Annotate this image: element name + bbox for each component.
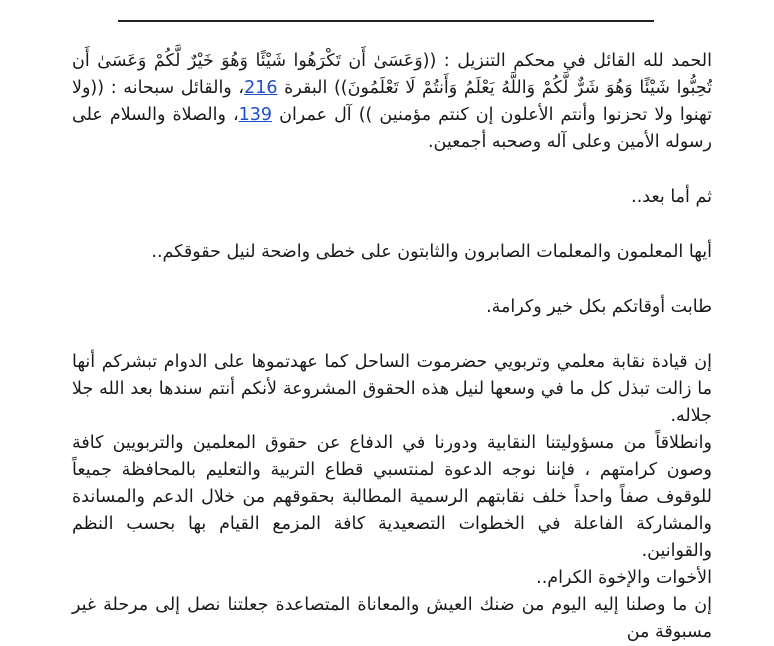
salutation-line: الأخوات والإخوة الكرام.. <box>536 568 712 588</box>
opening-text-c: ، والصلاة والسلام على رسوله الأمين وعلى آله وصحبه أجمعين. <box>72 105 712 152</box>
responsibility-paragraph: وانطلاقاً من مسؤوليتنا النقابية ودورنا في الدفاع عن حقوق المعلمين والتربويين كافة وصون كرامتهم ، فإننا نوجه الدعوة لمنتسبي قطاع التربية والتعليم بالمحافظة جميعاً للوقوف صفاً واحداً خلف نقابتهم الرسمية المطالبة بحقوقهم من خلال الدعم والمساندة والمشاركة الفاعلة في الخطوات التصعيدية كافة المزمع القيام بها بحسب النظم والقوانين. <box>72 433 712 561</box>
transition-line: ثم أما بعد.. <box>631 187 712 207</box>
opening-text-b: ، والقائل سبحانه : ((ولا تهنوا ولا تحزنوا وأنتم الأعلون إن كنتم مؤمنين )) آل عمران <box>72 78 712 125</box>
union-paragraph: إن قيادة نقابة معلمي وتربويي حضرموت الساحل كما عهدتموها على الدوام تبشركم أنها ما زالت تبذل كل ما في وسعها لنيل هذه الحقوق المشروعة لأنكم أنتم سندها بعد الله جلا جلاله. <box>72 352 712 426</box>
greeting-line: طابت أوقاتكم بكل خير وكرامة. <box>486 297 712 317</box>
document-body <box>72 48 712 646</box>
opening-paragraph <box>72 48 712 156</box>
address-line: أيها المعلمون والمعلمات الصابرون والثابتون على خطى واضحة لنيل حقوقكم.. <box>151 242 712 262</box>
verse-ref-link-139[interactable]: 139 <box>238 105 273 125</box>
verse-ref-link-216[interactable]: 216 <box>244 78 278 98</box>
top-divider <box>118 20 654 22</box>
opening-text-a: الحمد لله القائل في محكم التنزيل : ((وَعَسَىٰ أَن تَكْرَهُوا شَيْئًا وَهُوَ خَيْرٌ لَّكُمْ وَعَسَىٰ أَن تُحِبُّوا شَيْئًا وَهُوَ شَرٌّ لَّكُمْ وَاللَّهُ يَعْلَمُ وَأَنتُمْ لَا تَعْلَمُونَ)) البقرة <box>72 51 712 98</box>
closing-paragraph: إن ما وصلنا إليه اليوم من ضنك العيش والمعاناة المتصاعدة جعلتنا نصل إلى مرحلة غير مسبوقة من <box>72 595 712 642</box>
